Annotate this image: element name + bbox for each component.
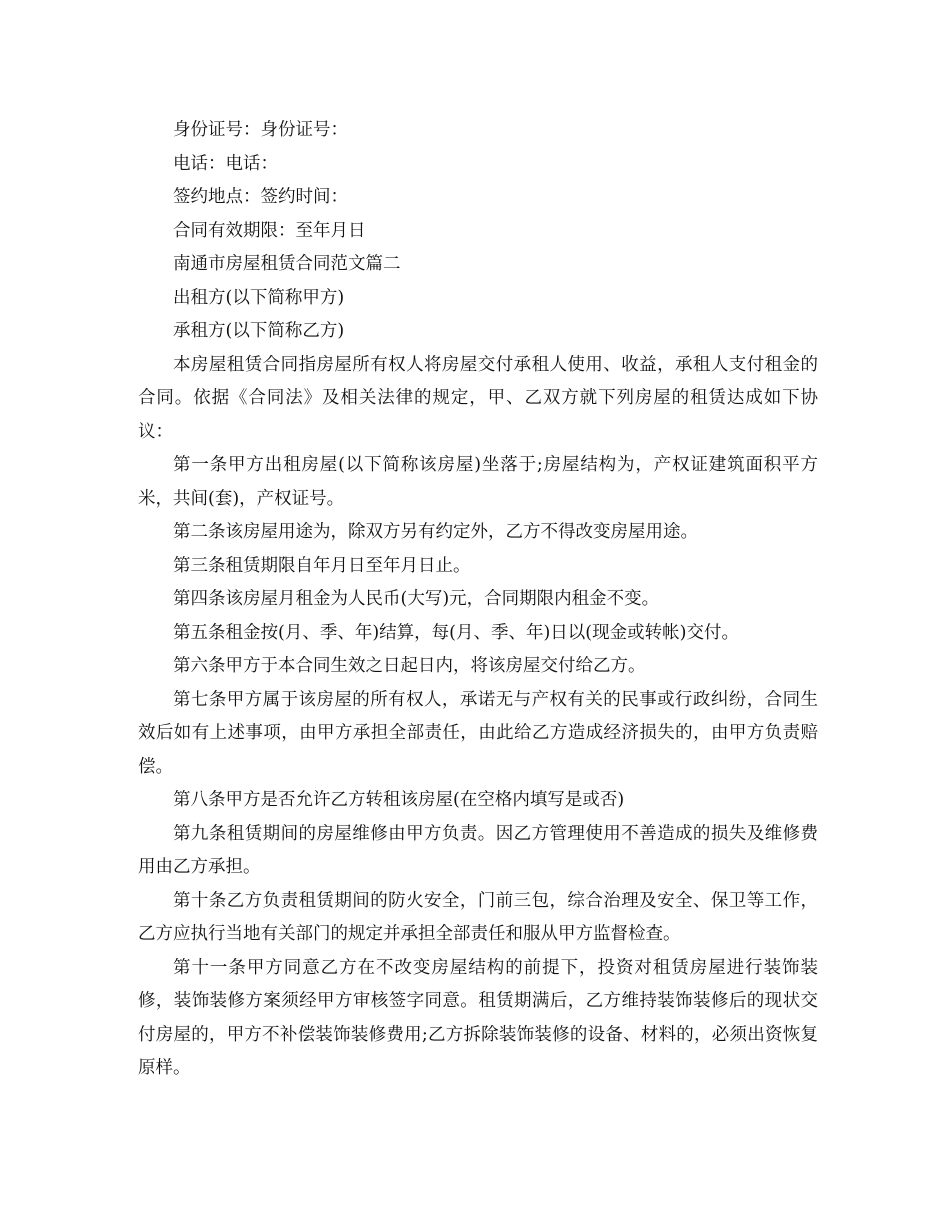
phone-line: 电话：电话： [173, 153, 278, 174]
article-1: 第一条甲方出租房屋(以下简称该房屋)坐落于;房屋结构为，产权证建筑面积平方米，共间(套)，产权证号。 [138, 455, 818, 509]
article-2: 第二条该房屋用途为，除双方另有约定外，乙方不得改变房屋用途。 [173, 522, 698, 542]
article-7: 第七条甲方属于该房屋的所有权人，承诺无与产权有关的民事或行政纠纷，合同生效后如有上述事项，由甲方承担全部责任，由此给乙方造成经济损失的，由甲方负责赔偿。 [138, 689, 818, 777]
article-9: 第九条租赁期间的房屋维修由甲方负责。因乙方管理使用不善造成的损失及维修费用由乙方承担。 [138, 823, 818, 877]
article-10: 第十条乙方负责租赁期间的防火安全，门前三包，综合治理及安全、保卫等工作，乙方应执行当地有关部门的规定并承担全部责任和服从甲方监督检查。 [138, 890, 818, 944]
lessor-line: 出租方(以下简称甲方) [173, 287, 345, 308]
article-4: 第四条该房屋月租金为人民币(大写)元，合同期限内租金不变。 [173, 589, 660, 609]
lessee-line: 承租方(以下简称乙方) [173, 321, 345, 341]
section-title: 南通市房屋租赁合同范文篇二 [173, 254, 401, 274]
article-8: 第八条甲方是否允许乙方转租该房屋(在空格内填写是或否) [173, 790, 625, 810]
article-6: 第六条甲方于本合同生效之日起日内，将该房屋交付给乙方。 [173, 656, 646, 676]
signing-place-time-line: 签约地点：签约时间： [173, 187, 348, 207]
article-11: 第十一条甲方同意乙方在不改变房屋结构的前提下，投资对租赁房屋进行装饰装修，装饰装修方案须经甲方审核签字同意。租赁期满后，乙方维持装饰装修后的现状交付房屋的，甲方不补偿装饰装修费用;乙方拆除装饰装修的设备、材料的，必须出资恢复原样。 [138, 957, 818, 1078]
article-3: 第三条租赁期限自年月日至年月日止。 [173, 555, 471, 576]
id-number-line: 身份证号：身份证号： [173, 120, 348, 140]
contract-validity-line: 合同有效期限：至年月日 [173, 220, 366, 241]
article-5: 第五条租金按(月、季、年)结算，每(月、季、年)日以(现金或转帐)交付。 [173, 622, 739, 643]
document-body [138, 114, 818, 1086]
preamble-paragraph: 本房屋租赁合同指房屋所有权人将房屋交付承租人使用、收益，承租人支付租金的合同。依据《合同法》及相关法律的规定，甲、乙双方就下列房屋的租赁达成如下协议： [138, 354, 818, 442]
